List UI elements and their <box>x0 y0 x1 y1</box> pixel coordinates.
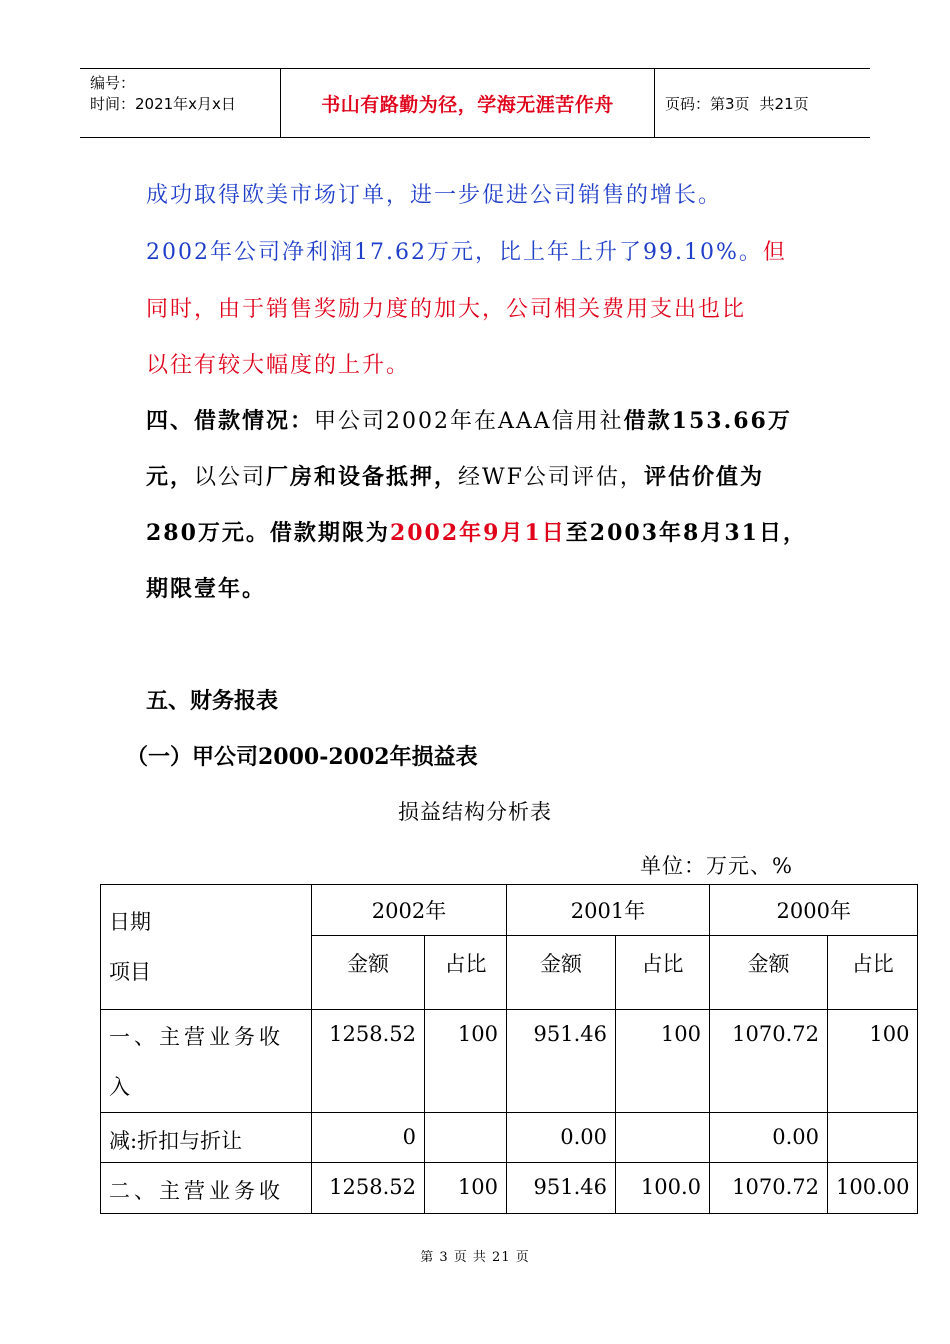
section-label-borrowing: 四、借款情况： <box>146 408 315 434</box>
table-row <box>101 1010 918 1113</box>
year-header: 2001年 <box>507 885 710 936</box>
table-row <box>101 1113 918 1163</box>
table-cell <box>425 1113 507 1163</box>
paragraph-line <box>146 516 807 547</box>
header-total: 共21页 <box>759 94 809 113</box>
table-row <box>101 1163 918 1214</box>
row-item-line: 一、主营业务收 <box>109 1025 284 1049</box>
text-bold: 借款153.66万 <box>623 408 792 434</box>
paragraph-line <box>146 235 787 266</box>
page-footer: 第 3 页 共 21 页 <box>420 1250 530 1265</box>
row-item-line: 入 <box>109 1075 130 1099</box>
header-item: 项目 <box>109 960 151 984</box>
paragraph-line: 成功取得欧美市场订单，进一步促进公司销售的增长。 <box>146 183 723 208</box>
header-date-item-cell <box>101 885 312 1010</box>
row-item <box>101 1010 312 1113</box>
header-motto: 书山有路勤为径，学海无涯苦作舟 <box>321 93 614 116</box>
header-page: 页码：第3页 <box>665 94 750 113</box>
text-normal: 以公司 <box>194 465 267 490</box>
ratio-header: 占比 <box>828 936 918 1010</box>
header-time: 时间：2021年x月x日 <box>90 95 236 113</box>
header-date: 日期 <box>109 910 151 934</box>
ratio-header: 占比 <box>616 936 710 1010</box>
table-cell: 0.00 <box>710 1113 828 1163</box>
income-statement-table <box>100 884 918 1214</box>
table-cell: 100 <box>425 1163 507 1214</box>
table-cell: 0 <box>312 1113 425 1163</box>
page-header <box>80 68 870 138</box>
table-cell <box>616 1113 710 1163</box>
subsection-title: （一）甲公司2000-2002年损益表 <box>126 744 478 770</box>
year-header: 2002年 <box>312 885 507 936</box>
text-bold: 评估价值为 <box>643 464 764 490</box>
table-cell: 100.00 <box>828 1163 918 1214</box>
header-meta <box>80 69 281 137</box>
paragraph-line: 同时，由于销售奖励力度的加大，公司相关费用支出也比 <box>146 297 747 322</box>
row-item: 二、主营业务收 <box>101 1163 312 1214</box>
paragraph-line <box>146 404 792 435</box>
table-cell: 951.46 <box>507 1163 616 1214</box>
table-unit: 单位：万元、% <box>640 854 793 878</box>
text-blue: 2002年公司净利润17.62万元，比上年上升了99.10%。 <box>146 240 763 265</box>
paragraph-line <box>146 460 764 491</box>
table-cell: 1070.72 <box>710 1163 828 1214</box>
table-cell: 1258.52 <box>312 1010 425 1113</box>
table-header-row <box>101 885 918 936</box>
table-cell: 100 <box>828 1010 918 1113</box>
table-cell: 100 <box>425 1010 507 1113</box>
table-cell: 1070.72 <box>710 1010 828 1113</box>
ratio-header: 占比 <box>425 936 507 1010</box>
table-cell: 100 <box>616 1010 710 1113</box>
table-cell: 951.46 <box>507 1010 616 1113</box>
text-bold: 至2003年8月31日， <box>565 520 807 546</box>
text-red-bold: 2002年9月1日 <box>389 520 566 546</box>
row-item: 减:折扣与折让 <box>101 1113 312 1163</box>
year-header: 2000年 <box>710 885 918 936</box>
amount-header: 金额 <box>710 936 828 1010</box>
table-cell: 0.00 <box>507 1113 616 1163</box>
paragraph-line: 期限壹年。 <box>146 576 267 602</box>
text-red: 但 <box>762 240 787 265</box>
text-bold: 厂房和设备抵押， <box>266 464 459 490</box>
table-cell: 100.0 <box>616 1163 710 1214</box>
text-bold: 280万元。借款期限为 <box>146 520 390 546</box>
text-bold: 元， <box>146 464 195 490</box>
section-title: 五、财务报表 <box>146 688 279 714</box>
amount-header: 金额 <box>507 936 616 1010</box>
table-cell: 1258.52 <box>312 1163 425 1214</box>
text-normal: 甲公司2002年在AAA信用社 <box>314 409 624 434</box>
header-number: 编号： <box>90 74 136 92</box>
table-cell <box>828 1113 918 1163</box>
text-normal: 经WF公司评估， <box>458 465 644 490</box>
amount-header: 金额 <box>312 936 425 1010</box>
header-motto-cell <box>281 69 655 137</box>
paragraph-line: 以往有较大幅度的上升。 <box>146 353 411 378</box>
header-page-info <box>655 69 870 137</box>
table-title: 损益结构分析表 <box>398 800 552 824</box>
